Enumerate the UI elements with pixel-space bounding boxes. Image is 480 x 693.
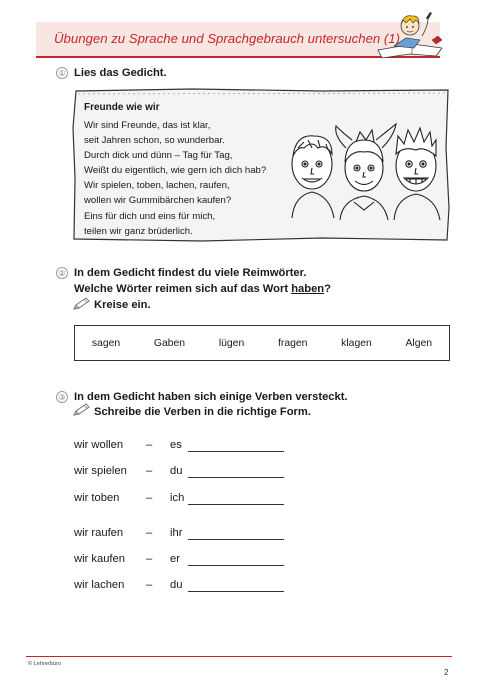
task2-instruction: Kreise ein.: [94, 299, 151, 311]
poem-line: teilen wir ganz brüderlich.: [84, 225, 193, 237]
rhyme-word-option[interactable]: sagen: [91, 337, 121, 349]
footer-rule: [26, 656, 452, 657]
page-title: Übungen zu Sprache und Sprachgebrauch untersuchen (1): [54, 31, 401, 46]
verb-infinitive: wir spielen: [74, 465, 127, 477]
verb-pronoun: es: [170, 439, 182, 451]
verb-infinitive: wir raufen: [74, 527, 124, 539]
task3-line1: In dem Gedicht haben sich einige Verben versteckt.: [74, 391, 348, 403]
reading-boy-illustration: [372, 10, 448, 60]
task1-instruction: Lies das Gedicht.: [74, 67, 167, 79]
rhyme-word-box: [74, 325, 450, 361]
poem-line: Weißt du eigentlich, wie gern ich dich hab?: [84, 165, 267, 177]
rhyme-word-option[interactable]: Gaben: [153, 337, 186, 349]
verb-dash: –: [146, 579, 153, 591]
pencil-icon: [72, 297, 90, 311]
answer-line[interactable]: [188, 591, 284, 592]
copyright-notice: © Lehrerbüro: [28, 661, 62, 667]
verb-dash: –: [146, 439, 153, 451]
verb-row: [74, 579, 304, 597]
verb-infinitive: wir wollen: [74, 439, 124, 451]
rhyme-word-option[interactable]: klagen: [341, 337, 372, 349]
rhyme-word-option[interactable]: lügen: [218, 337, 245, 349]
task2-target-word: haben: [291, 283, 325, 295]
task-number-1: ①: [56, 67, 68, 79]
task-number-3: ③: [56, 391, 68, 403]
verb-infinitive: wir kaufen: [74, 553, 125, 565]
verb-infinitive: wir toben: [74, 492, 120, 504]
verb-dash: –: [146, 465, 153, 477]
verb-dash: –: [146, 492, 153, 504]
rhyme-word-option[interactable]: fragen: [277, 337, 308, 349]
task3-instruction: Schreibe die Verben in die richtige Form.: [94, 406, 311, 418]
answer-line[interactable]: [188, 565, 284, 566]
pencil-icon: [72, 403, 90, 417]
poem-line: Eins für dich und eins für mich,: [84, 210, 216, 222]
verb-row: [74, 527, 304, 545]
verb-pronoun: du: [170, 465, 183, 477]
task2-line2-after: ?: [324, 283, 331, 295]
poem-line: Wir sind Freunde, das ist klar,: [84, 120, 211, 131]
verb-row: [74, 553, 304, 571]
verb-pronoun: er: [170, 553, 180, 565]
three-kids-illustration: [284, 118, 444, 222]
verb-row: [74, 492, 304, 510]
poem-text: [84, 118, 266, 239]
task2-line1: In dem Gedicht findest du viele Reimwörter.: [74, 267, 307, 279]
answer-line[interactable]: [188, 539, 284, 540]
task2-line2: [74, 283, 331, 295]
page-number: 2: [444, 668, 449, 677]
verb-pronoun: du: [170, 579, 183, 591]
task-number-2: ②: [56, 267, 68, 279]
poem-line: Wir spielen, toben, lachen, raufen,: [84, 180, 230, 192]
verb-row: [74, 465, 304, 483]
answer-line[interactable]: [188, 504, 284, 505]
answer-line[interactable]: [188, 451, 284, 452]
task2-line2-before: Welche Wörter reimen sich auf das Wort: [74, 283, 292, 295]
verb-pronoun: ich: [170, 492, 185, 504]
answer-line[interactable]: [188, 477, 284, 478]
poem-line: Durch dick und dünn – Tag für Tag,: [84, 150, 233, 162]
verb-infinitive: wir lachen: [74, 579, 125, 591]
verb-dash: –: [146, 553, 153, 565]
poem-title: Freunde wie wir: [84, 102, 160, 113]
poem-line: seit Jahren schon, so wunderbar.: [84, 135, 225, 147]
verb-pronoun: ihr: [170, 527, 183, 539]
poem-line: wollen wir Gummibärchen kaufen?: [84, 195, 232, 207]
verb-row: [74, 439, 304, 457]
rhyme-word-option[interactable]: Algen: [405, 337, 433, 349]
verb-dash: –: [146, 527, 153, 539]
